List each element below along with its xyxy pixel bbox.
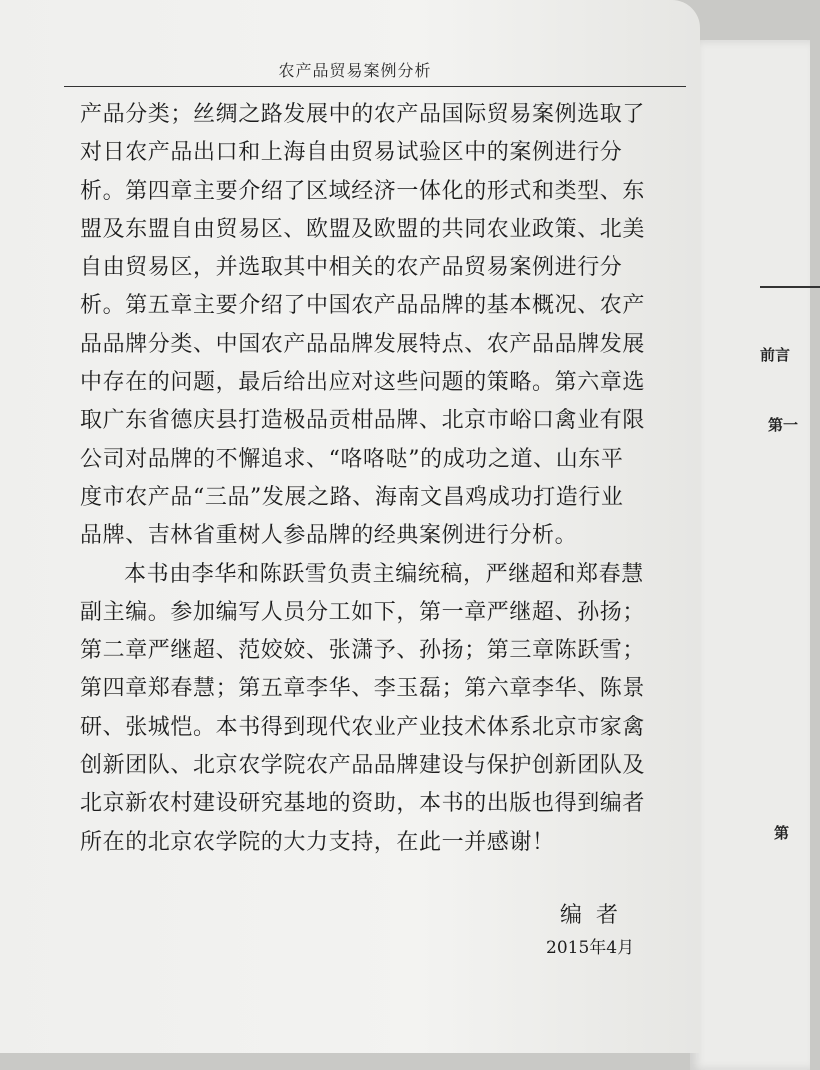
- text-line-5: 自由贸易区，并选取其中相关的农产品贸易案例进行分: [80, 255, 623, 281]
- text-line-3: 析。第四章主要介绍了区域经济一体化的形式和类型、东: [80, 178, 646, 204]
- text-line-2: 对日农产品出口和上海自由贸易试验区中的案例进行分: [80, 140, 623, 166]
- header-rule: [64, 86, 686, 87]
- text-line-12: 品牌、吉林省重树人参品牌的经典案例进行分析。: [80, 523, 578, 549]
- adjacent-page-rule: [760, 286, 820, 288]
- text-line-17: 研、张城恺。本书得到现代农业产业技术体系北京市家禽: [80, 714, 646, 740]
- text-line-1: 产品分类；丝绸之路发展中的农产品国际贸易案例选取了: [80, 102, 646, 127]
- text-line-20: 所在的北京农学院的大力支持，在此一并感谢！: [80, 829, 555, 855]
- publication-date: 2015年4月: [546, 938, 635, 958]
- paragraph-start-line: 本书由李华和陈跃雪负责主编统稿，严继超和郑春慧: [124, 561, 644, 587]
- text-line-15: 第二章严继超、范姣姣、张潇予、孙扬；第三章陈跃雪；: [80, 638, 646, 664]
- text-line-9: 取广东省德庆县打造极品贡柑品牌、北京市峪口禽业有限: [80, 408, 646, 434]
- text-line-8: 中存在的问题，最后给出应对这些问题的策略。第六章选: [80, 370, 646, 396]
- running-head: 农产品贸易案例分析: [278, 61, 432, 80]
- adjacent-page-toc-chapter-2: 第: [774, 824, 790, 842]
- text-line-10: 公司对品牌的不懈追求、“咯咯哒”的成功之道、山东平: [80, 446, 624, 472]
- text-line-6: 析。第五章主要介绍了中国农产品品牌的基本概况、农产: [80, 293, 646, 319]
- text-line-16: 第四章郑春慧；第五章李华、李玉磊；第六章李华、陈景: [80, 676, 646, 702]
- text-line-19: 北京新农村建设研究基地的资助，本书的出版也得到编者: [80, 791, 646, 817]
- adjacent-page-toc-chapter: 第一: [768, 416, 799, 434]
- text-line-11: 度市农产品“三品”发展之路、海南文昌鸡成功打造行业: [80, 484, 624, 510]
- body-text: [80, 96, 680, 862]
- author-signature: 编者: [560, 903, 633, 928]
- text-line-18: 创新团队、北京农学院农产品品牌建设与保护创新团队及: [80, 753, 646, 779]
- text-line-14: 副主编。参加编写人员分工如下，第一章严继超、孙扬；: [80, 599, 646, 625]
- text-line-7: 品品牌分类、中国农产品品牌发展特点、农产品品牌发展: [80, 331, 646, 357]
- adjacent-page: [690, 40, 810, 1070]
- text-line-4: 盟及东盟自由贸易区、欧盟及欧盟的共同农业政策、北美: [80, 216, 646, 242]
- adjacent-page-toc-front: 前言: [760, 346, 791, 364]
